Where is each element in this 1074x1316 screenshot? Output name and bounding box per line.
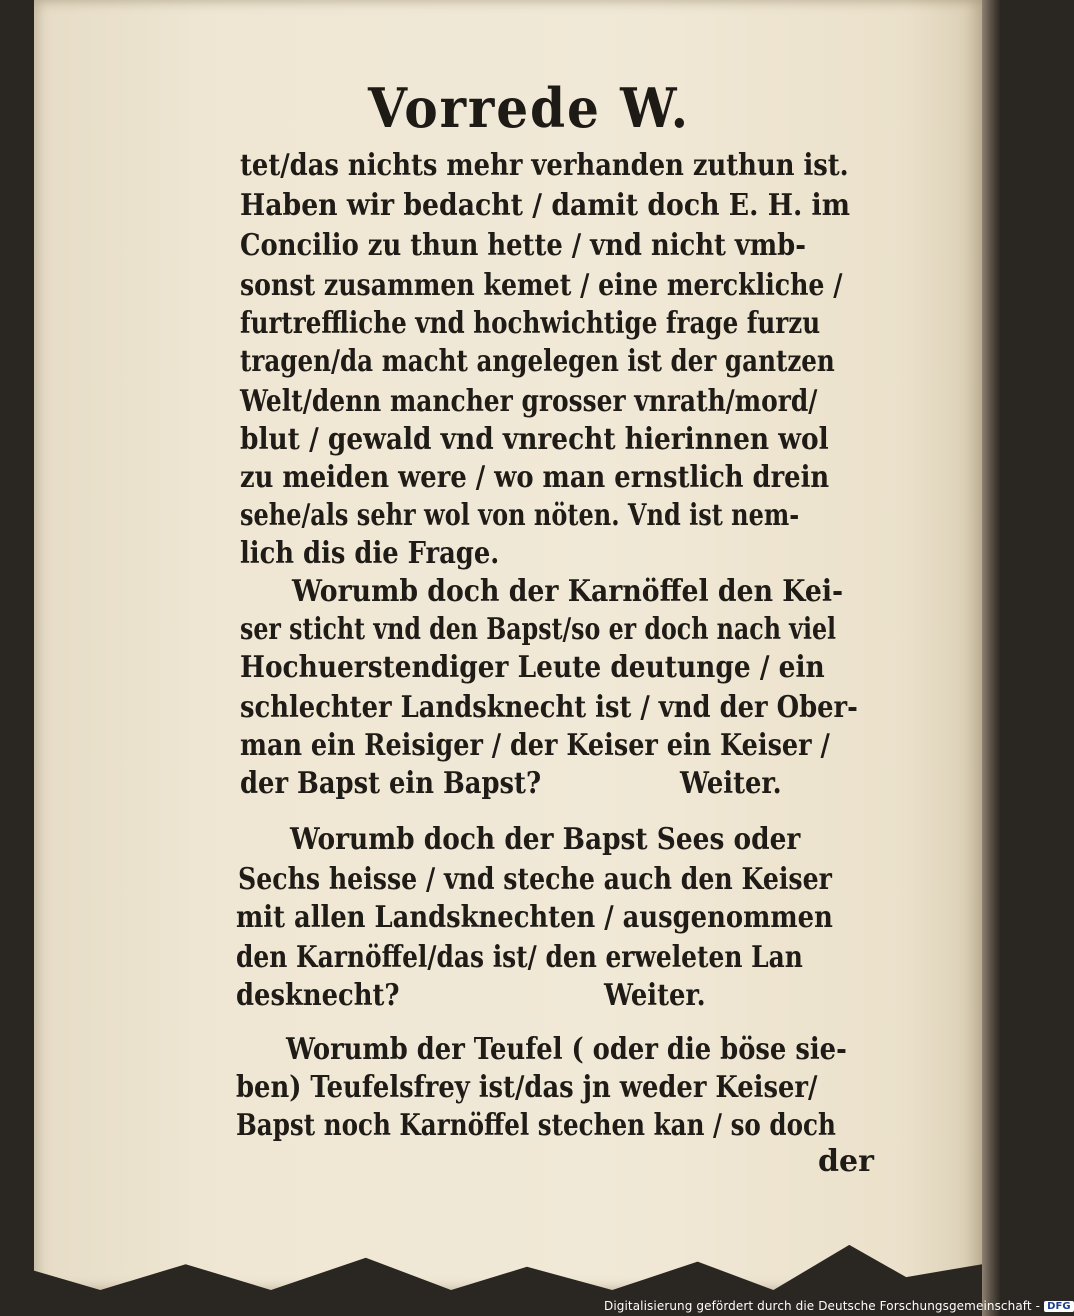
text-line: tragen/da macht angelegen ist der gantzen (240, 344, 835, 379)
text-line: Bapst noch Karnöffel stechen kan / so doch (236, 1108, 836, 1143)
text-line: ser sticht vnd den Bapst/so er doch nach viel (240, 612, 837, 647)
text-line: zu meiden were / wo man ernstlich drein (240, 460, 830, 495)
text-line: tet/das nichts mehr verhanden zuthun ist. (240, 148, 849, 183)
text-line: man ein Reisiger / der Keiser ein Keiser / (240, 728, 830, 763)
text-line: furtreffliche vnd hochwichtige frage furzu (240, 306, 821, 341)
text-line: Weiter. (604, 978, 706, 1013)
text-line: mit allen Landsknechten / ausgenommen (236, 900, 833, 935)
text-line: ben) Teufelsfrey ist/das jn weder Keiser/ (236, 1070, 818, 1105)
text-line: Welt/denn mancher grosser vnrath/mord/ (240, 384, 818, 419)
text-line: Concilio zu thun hette / vnd nicht vmb- (240, 228, 806, 263)
book-spine-edge (982, 0, 1000, 1316)
text-line: Sechs heisse / vnd steche auch den Keiser (238, 862, 832, 897)
text-line: der Bapst ein Bapst? (240, 766, 542, 801)
dfg-logo-icon: DFG (1044, 1301, 1074, 1312)
catchword: der (818, 1144, 874, 1179)
text-line: Worumb doch der Bapst Sees oder (290, 822, 801, 857)
text-line: blut / gewald vnd vnrecht hierinnen wol (240, 422, 829, 457)
text-line: Hochuerstendiger Leute deutunge / ein (240, 650, 825, 685)
page-heading: Vorrede W. (368, 76, 690, 140)
text-line: Worumb der Teufel ( oder die böse sie- (286, 1032, 847, 1067)
text-line: sehe/als sehr wol von nöten. Vnd ist nem- (240, 498, 800, 533)
text-line: sonst zusammen kemet / eine merckliche / (240, 268, 843, 303)
text-line: lich dis die Frage. (240, 536, 500, 571)
footer-text: Digitalisierung gefördert durch die Deutsche Forschungsgemeinschaft - (604, 1299, 1041, 1313)
digitization-footer (604, 1299, 1074, 1313)
text-line: desknecht? (236, 978, 400, 1013)
text-line: Haben wir bedacht / damit doch E. H. im (240, 188, 850, 223)
text-line: den Karnöffel/das ist/ den erweleten Lan (236, 940, 803, 975)
text-line: schlechter Landsknecht ist / vnd der Ober- (240, 690, 858, 725)
text-line: Weiter. (680, 766, 782, 801)
text-line: Worumb doch der Karnöffel den Kei- (292, 574, 844, 609)
